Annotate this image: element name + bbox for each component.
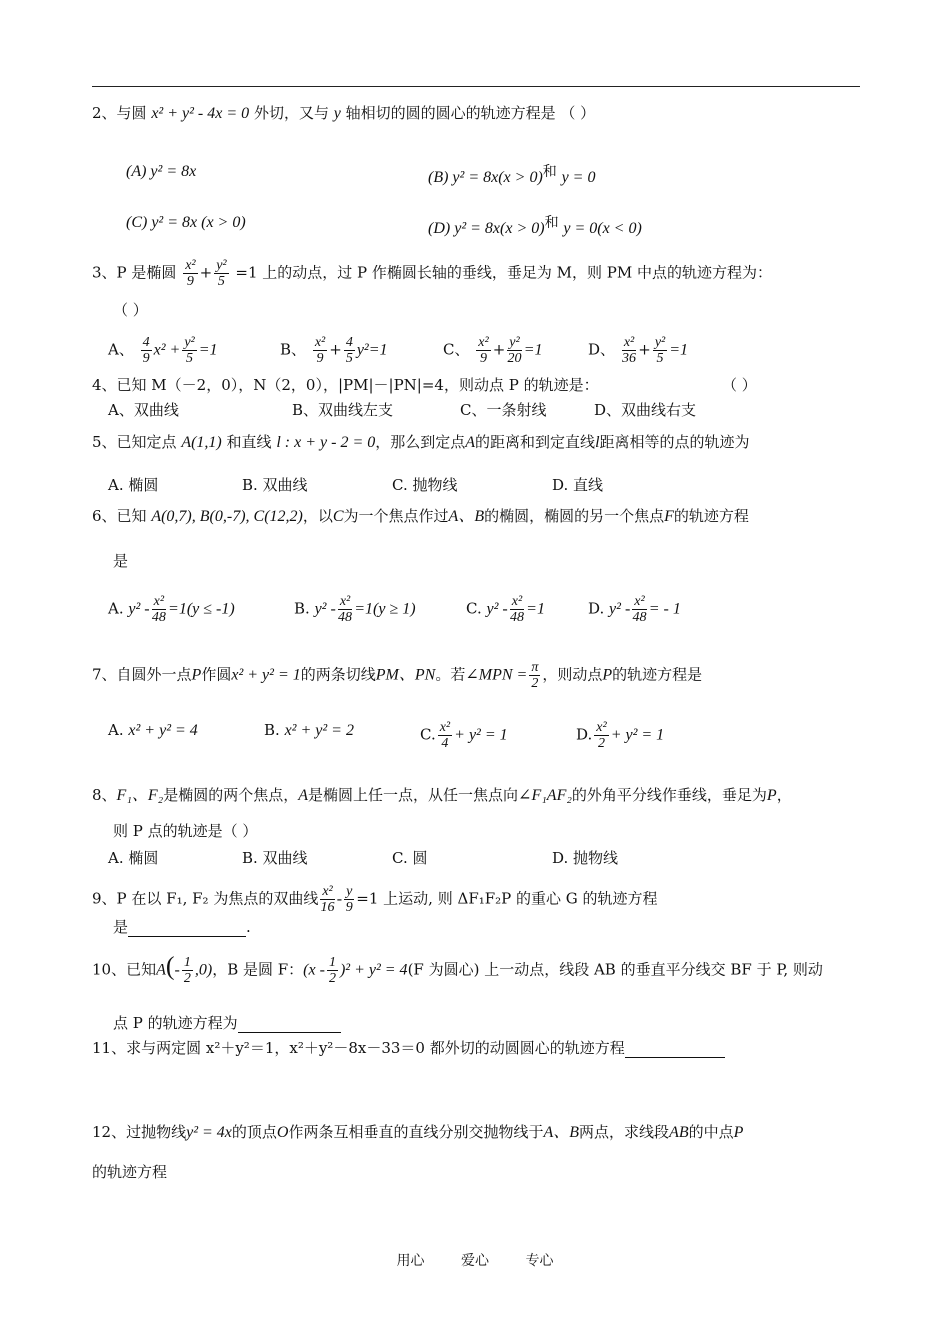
- q7-circle-eq: x² + y² = 1: [231, 666, 301, 684]
- q7-option-c: C. $\frac{\text{x²}}{4}$ + y² = 1: [420, 720, 508, 751]
- q10-answer-blank[interactable]: [238, 1018, 341, 1033]
- q4-option-a: A、双曲线: [108, 401, 179, 419]
- q2-option-d: [428, 213, 642, 239]
- q4-option-c: C、一条射线: [460, 401, 547, 419]
- q2-var: y: [333, 105, 341, 122]
- q8-option-b: B. 双曲线: [242, 849, 308, 867]
- q2-option-c: (C) y² = 8x (x > 0): [126, 214, 246, 231]
- q7-option-b: B. x² + y² = 2: [264, 721, 354, 739]
- q11-answer-blank[interactable]: [625, 1043, 725, 1058]
- q4-text: 4、已知 M（－2，0），N（2，0），|PM|－|PN|=4，则动点 P 的轨迹是：: [92, 376, 599, 394]
- q2-text-a: 2、与圆: [92, 104, 147, 122]
- q6-option-c: C. y² - $\frac{\text{x²}}{48}$ =1: [466, 594, 545, 625]
- q8-option-d: D. 抛物线: [552, 849, 619, 867]
- q4-option-b: B、双曲线左支: [292, 401, 394, 419]
- q3-option-a: A、 $\frac{4}{9}$ x² + $\frac{\text{y²}}{5}$ =1: [108, 335, 218, 366]
- q10-stem: 10、已知A(- $\frac{1}{2}$ ,0)，B 是圆 F：(x - $\frac{1}{2}$ )² + y² = 4(F 为圆心) 上一动点，线段 AB 的垂直平分线交 BF 于 P, 则动: [92, 951, 823, 986]
- q2-option-b: [428, 162, 595, 188]
- q10-answer-line: 点 P 的轨迹方程为: [113, 1013, 341, 1033]
- q2-option-d-eq: (D) y² = 8x(x > 0): [428, 220, 545, 237]
- q4-stem: [92, 375, 599, 395]
- footer-text-2: 爱心: [461, 1253, 489, 1269]
- q3-text-a: 3、P 是椭圆: [92, 263, 177, 282]
- q5-stem: 5、已知定点 A(1,1) 和直线 l : x + y - 2 = 0，那么到定点A的距离和到定直线l距离相等的点的轨迹为: [92, 433, 750, 451]
- q7-option-d: D. $\frac{\text{x²}}{2}$ + y² = 1: [576, 720, 665, 751]
- q2-option-b-and: 和: [542, 164, 557, 180]
- q3-stem: 3、P 是椭圆 $\frac{\text{x²}}{9}$ + $\frac{\text{y²}}{5}$ =1 上的动点，过 P 作椭圆长轴的垂线，垂足为 M，则 PM 中点的轨迹方程为：: [92, 258, 773, 289]
- q2-option-a: (A) y² = 8x: [126, 163, 197, 180]
- q2-option-d-tail: y = 0(x < 0): [563, 220, 642, 237]
- q2-option-b-tail: y = 0: [561, 169, 596, 186]
- page-footer: [0, 1250, 950, 1270]
- q8-stem-cont: 则 P 点的轨迹是（ ）: [113, 822, 258, 840]
- q9-answer-line: 是 .: [113, 918, 251, 936]
- q5-point: A(1,1): [181, 434, 222, 451]
- q9-answer-blank[interactable]: [128, 922, 246, 937]
- q4-paren: （ ）: [722, 376, 757, 394]
- q2-text-b: 外切，又与: [253, 104, 329, 122]
- q7-option-a: A. x² + y² = 4: [108, 721, 198, 739]
- q5-option-d: D. 直线: [552, 476, 604, 494]
- q7-stem: 7、自圆外一点P作圆x² + y² = 1的两条切线PM、PN。若∠MPN = $\frac{\pi}{2}$ ，则动点P的轨迹方程是: [92, 660, 703, 691]
- q3-option-c: C、 $\frac{\text{x²}}{9}$ + $\frac{\text{y²}}{20}$ =1: [443, 335, 543, 366]
- q11-stem: [92, 1038, 725, 1058]
- q2-option-d-and: 和: [544, 215, 559, 231]
- q3-paren: （ ）: [113, 301, 148, 319]
- q8-option-c: C. 圆: [392, 849, 428, 867]
- footer-text-1: 用心: [396, 1253, 425, 1269]
- q6-option-d: D. y² - $\frac{\text{x²}}{48}$ = - 1: [588, 594, 681, 625]
- footer-text-3: 专心: [525, 1253, 554, 1269]
- q2-text-c: 轴相切的圆的圆心的轨迹方程是 （ ）: [345, 104, 596, 122]
- q2-option-b-eq: (B) y² = 8x(x > 0): [428, 169, 543, 186]
- q6-option-a: A. y² - $\frac{\text{x²}}{48}$ =1(y ≤ -1): [108, 594, 235, 625]
- q4-option-d: D、双曲线右支: [594, 401, 697, 419]
- q6-stem-cont: 是: [113, 552, 129, 570]
- q6-option-b: B. y² - $\frac{\text{x²}}{48}$ =1(y ≥ 1): [294, 594, 416, 625]
- q8-option-a: A. 椭圆: [108, 849, 159, 867]
- q12-stem-cont: 的轨迹方程: [92, 1163, 168, 1181]
- q2-equation: x² + y² - 4x = 0: [151, 105, 250, 122]
- q5-option-a: A. 椭圆: [108, 476, 159, 494]
- q3-frac-y: $\frac{\text{y²}}{5}$: [216, 258, 227, 289]
- q11-text: 11、求与两定圆 x²＋y²＝1，x²＋y²－8x－33＝0 都外切的动圆圆心的轨迹方程: [92, 1039, 625, 1057]
- q3-text-b: =1 上的动点，过 P 作椭圆长轴的垂线，垂足为 M，则 PM 中点的轨迹方程为：: [235, 263, 773, 282]
- q6-stem: 6、已知 A(0,7), B(0,-7), C(12,2)，以C为一个焦点作过A、B的椭圆，椭圆的另一个焦点F的轨迹方程: [92, 507, 749, 525]
- q12-parabola-eq: y² = 4x: [186, 1124, 232, 1141]
- q2-stem: [92, 103, 595, 124]
- q5-line-eq: l : x + y - 2 = 0: [276, 434, 376, 451]
- q3-frac-x: $\frac{\text{x²}}{9}$: [185, 258, 196, 289]
- q3-option-b: B、 $\frac{\text{x²}}{9}$ + $\frac{4}{5}$ y²=1: [280, 335, 388, 366]
- q9-stem: 9、P 在以 F₁, F₂ 为焦点的双曲线 $\frac{\text{x²}}{16}$ - $\frac{y}{9}$ =1 上运动, 则 ΔF₁F₂P 的重心 G 的轨迹方程: [92, 884, 658, 915]
- q5-option-b: B. 双曲线: [242, 476, 308, 494]
- q3-option-d: D、 $\frac{\text{x²}}{36}$ + $\frac{\text{y²}}{5}$ =1: [588, 335, 689, 366]
- q6-points: A(0,7), B(0,-7), C(12,2): [151, 508, 303, 525]
- q12-stem: 12、过抛物线y² = 4x的顶点O作两条互相垂直的直线分别交抛物线于A、B两点，求线段AB的中点P: [92, 1123, 744, 1141]
- header-rule: [92, 86, 860, 87]
- q8-stem: 8、F₁、F₂是椭圆的两个焦点，A是椭圆上任一点，从任一焦点向∠F₁AF₂的外角平分线作垂线，垂足为P，: [92, 786, 792, 804]
- q5-option-c: C. 抛物线: [392, 476, 458, 494]
